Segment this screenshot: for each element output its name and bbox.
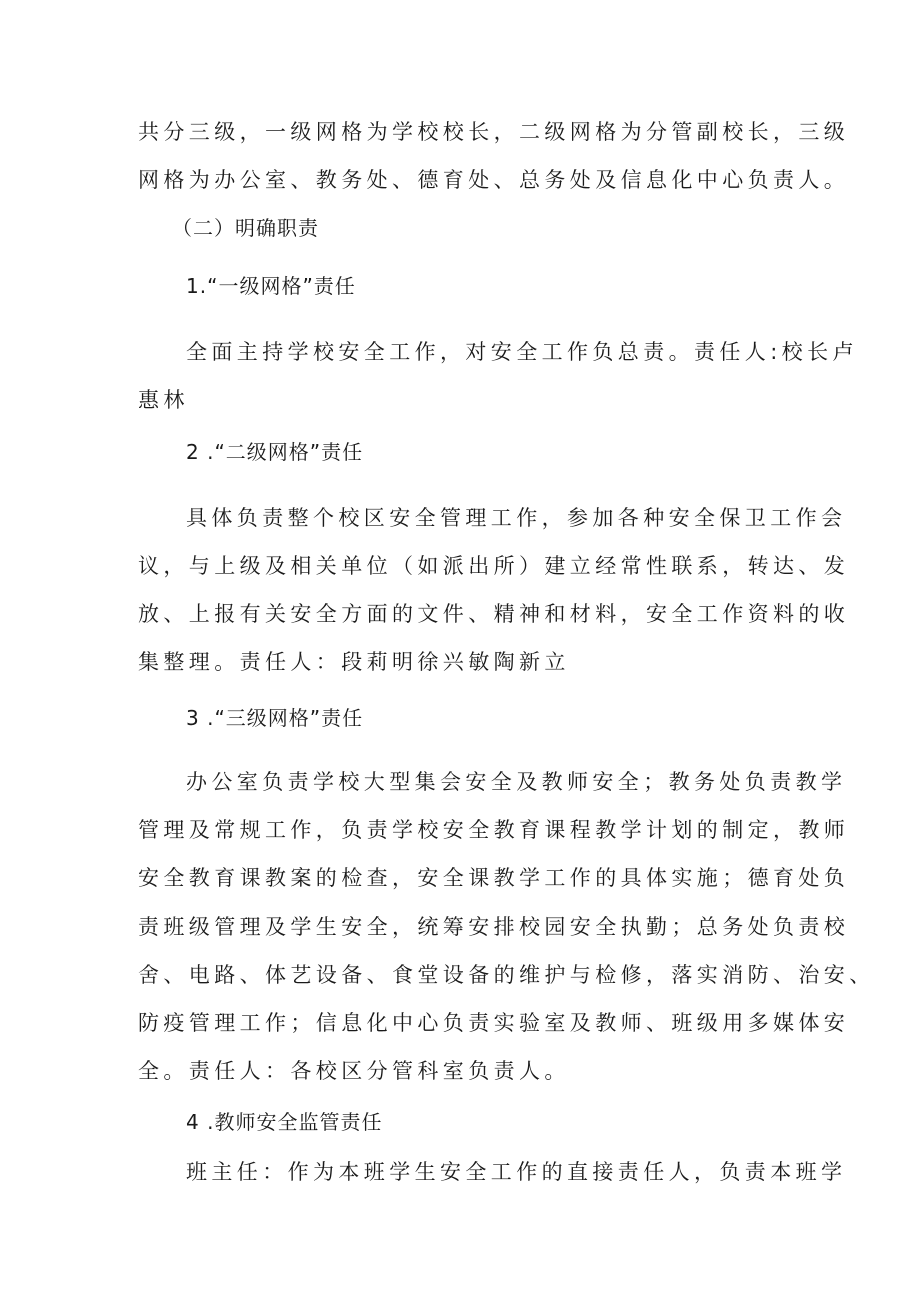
item2-line-3: 放、上报有关安全方面的文件、精神和材料，安全工作资料的收 bbox=[138, 602, 850, 626]
item3-line-6: 防疫管理工作；信息化中心负责实验室及教师、班级用多媒体安 bbox=[138, 1011, 850, 1035]
item2-line-1: 具体负责整个校区安全管理工作，参加各种安全保卫工作会 bbox=[186, 506, 847, 530]
item2-line-2: 议，与上级及相关单位（如派出所）建立经常性联系，转达、发 bbox=[138, 554, 850, 578]
intro-line-1: 共分三级，一级网格为学校校长，二级网格为分管副校长，三级 bbox=[138, 120, 850, 144]
item1-line-2: 惠林 bbox=[138, 388, 189, 412]
item4-heading: 4 .教师安全监管责任 bbox=[186, 1110, 383, 1134]
item3-line-2: 管理及常规工作，负责学校安全教育课程教学计划的制定，教师 bbox=[138, 818, 850, 842]
item3-line-7: 全。责任人：各校区分管科室负责人。 bbox=[138, 1059, 570, 1083]
intro-line-2: 网格为办公室、教务处、德育处、总务处及信息化中心负责人。 bbox=[138, 168, 850, 192]
item1-heading: 1.“一级网格”责任 bbox=[186, 274, 356, 298]
item3-line-1: 办公室负责学校大型集会安全及教师安全；教务处负责教学 bbox=[186, 770, 847, 794]
item1-line-1: 全面主持学校安全工作，对安全工作负总责。责任人:校长卢 bbox=[186, 340, 858, 364]
item3-line-3: 安全教育课教案的检查，安全课教学工作的具体实施；德育处负 bbox=[138, 866, 850, 890]
section-heading: （二）明确职责 bbox=[172, 216, 319, 240]
item2-line-4: 集整理。责任人：段莉明徐兴敏陶新立 bbox=[138, 650, 570, 674]
item4-line-1: 班主任：作为本班学生安全工作的直接责任人，负责本班学 bbox=[186, 1160, 847, 1184]
item3-line-5: 舍、电路、体艺设备、食堂设备的维护与检修，落实消防、治安、 bbox=[138, 963, 875, 987]
item3-heading: 3 .“三级网格”责任 bbox=[186, 706, 364, 730]
item3-line-4: 责班级管理及学生安全，统筹安排校园安全执勤；总务处负责校 bbox=[138, 915, 850, 939]
item2-heading: 2 .“二级网格”责任 bbox=[186, 440, 364, 464]
